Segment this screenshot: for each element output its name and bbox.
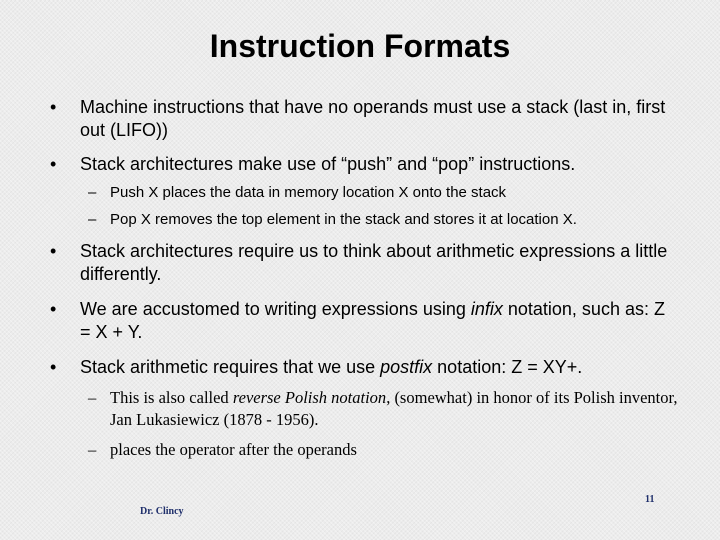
bullet-item-5	[50, 356, 680, 379]
reverse-polish-emphasis: reverse Polish notation	[232, 388, 387, 407]
slide-title: Instruction Formats	[209, 28, 511, 64]
bullet-marker: •	[50, 241, 57, 261]
subbullet-text-after: , (somewhat) in honor of its Polish inventor, Jan Lukasiewicz (1878 - 1956).	[110, 388, 678, 429]
subbullet-marker: –	[88, 388, 97, 407]
subbullet-marker: –	[88, 211, 97, 228]
bullet-text	[80, 356, 680, 379]
subbullet-text: places the operator after the operands	[110, 440, 357, 459]
subbullet-marker: –	[88, 440, 97, 459]
bullet-marker: •	[50, 97, 57, 117]
bullet-item-1	[50, 96, 680, 142]
bullet-item-2	[50, 153, 680, 176]
subbullet-text: Pop X removes the top element in the stack and stores it at location X.	[110, 211, 577, 228]
subbullet-text-before: This is also called	[110, 388, 233, 407]
bullet-marker: •	[50, 299, 57, 319]
bullet-marker: •	[50, 357, 57, 377]
bullet-text: Stack architectures make use of “push” and “pop” instructions.	[80, 154, 576, 174]
bullet-text-after: notation: Z = XY+.	[432, 357, 583, 377]
subbullet-marker: –	[88, 184, 97, 201]
slide-number: 11	[645, 494, 655, 505]
bullet-item-3	[50, 240, 680, 286]
bullet-text: Stack architectures require us to think about arithmetic expressions a little differently.	[80, 241, 668, 284]
subbullet-text	[110, 387, 688, 431]
subbullet-item-4	[88, 439, 688, 461]
bullet-text-after: notation, such as: Z = X + Y.	[80, 299, 665, 342]
infix-emphasis: infix	[470, 299, 503, 319]
bullet-text: Machine instructions that have no operands must use a stack (last in, first out (LIFO))	[80, 97, 666, 140]
subbullet-item-2	[88, 210, 688, 229]
postfix-emphasis: postfix	[380, 357, 433, 377]
subbullet-text: Push X places the data in memory location X onto the stack	[110, 184, 507, 201]
bullet-text-before: Stack arithmetic requires that we use	[80, 357, 381, 377]
footer-author: Dr. Clincy	[140, 506, 184, 517]
bullet-text-before: We are accustomed to writing expressions using	[80, 299, 471, 319]
bullet-marker: •	[50, 154, 57, 174]
subbullet-item-1	[88, 183, 688, 202]
bullet-item-4	[50, 298, 680, 344]
subbullet-item-3	[88, 387, 688, 431]
bullet-text	[80, 298, 680, 344]
